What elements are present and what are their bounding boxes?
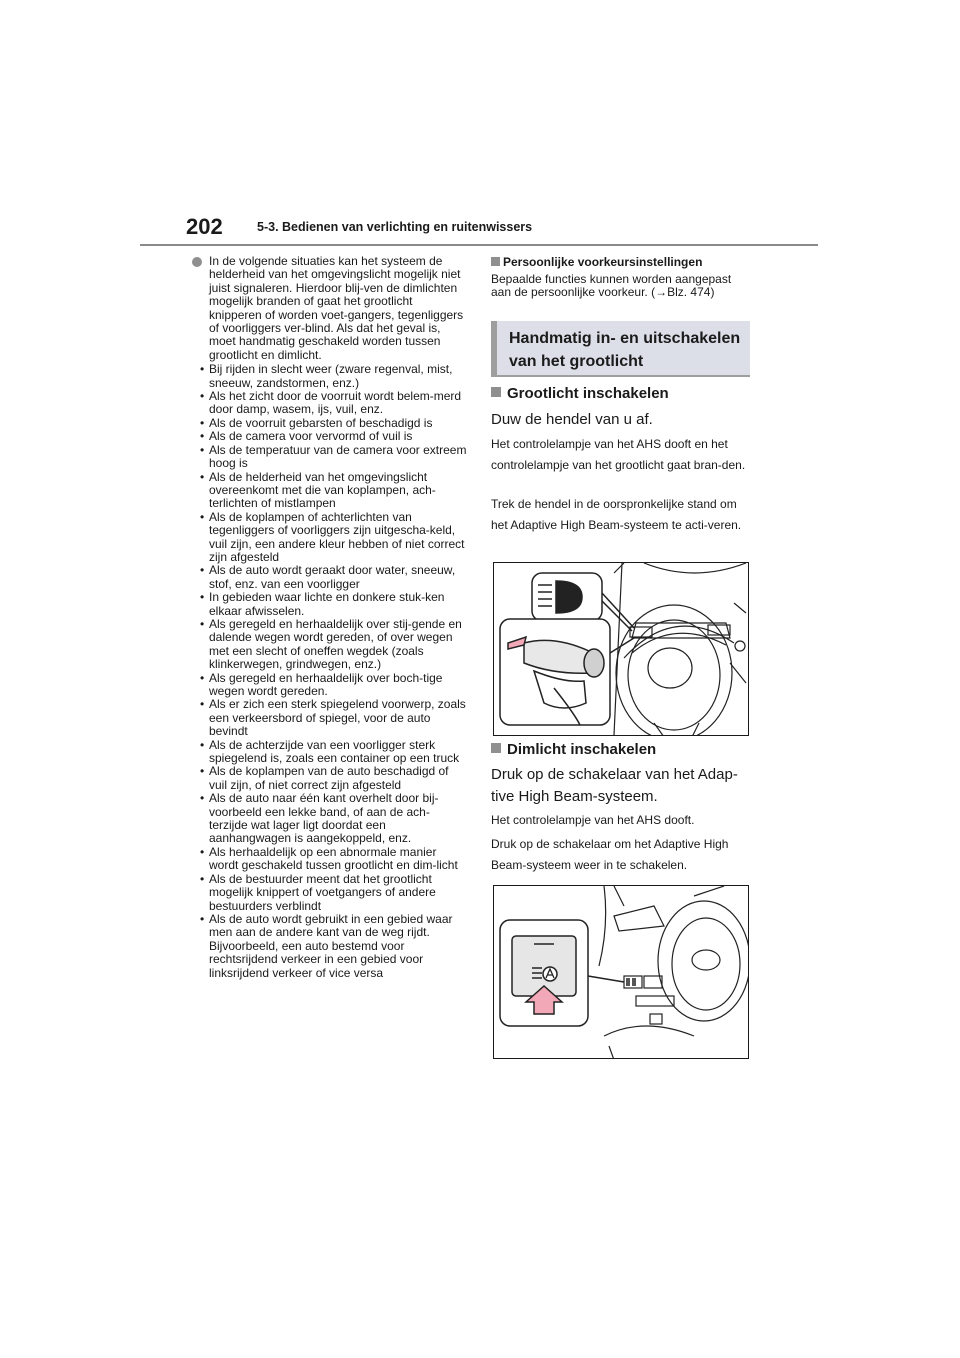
low-beam-instruction: Druk op de schakelaar van het Adap-tive High Beam-systeem. xyxy=(491,766,738,805)
bullet-dot-icon: • xyxy=(200,697,205,712)
bullet-dot-icon: • xyxy=(200,670,205,685)
bullet-dot-icon: • xyxy=(200,791,205,806)
condition-item-text: Als de auto wordt gebruikt in een gebied waar men aan de andere kant van de weg rijdt. Bijvoorbeeld, een auto bestemd voor rechtsrijdend verkeer in een gebied voor linksrijdend verkeer of vice versa xyxy=(209,911,453,980)
condition-item-text: Als de auto wordt geraakt door water, sneeuw, stof, enz. van een voorligger xyxy=(209,563,456,591)
bullet-dot-icon: • xyxy=(200,871,205,886)
square-bullet-icon xyxy=(491,743,501,753)
header-rule xyxy=(140,244,818,246)
steering-lever-drawing xyxy=(494,563,749,736)
condition-item xyxy=(192,913,468,980)
condition-item xyxy=(192,765,468,792)
left-column xyxy=(192,255,468,980)
bullet-dot-icon: • xyxy=(200,764,205,779)
bullet-dot-icon: • xyxy=(200,911,205,926)
condition-item-text: Als de camera voor vervormd of vuil is xyxy=(209,429,413,444)
condition-item-text: Als de koplampen of achterlichten van tegenliggers of voorliggers zijn uitgescha-keld, vuil zijn, een andere kleur hebben of niet correct zijn afgesteld xyxy=(209,509,465,564)
condition-item-text: Als de auto naar één kant overhelt door bij-voorbeeld een lekke band, of aan de ach-terzijde wat lager ligt doordat een aanhangwagen is aangekoppeld, enz. xyxy=(209,791,439,846)
condition-item xyxy=(192,591,468,618)
condition-item xyxy=(192,564,468,591)
low-beam-note-1: Het controlelampje van het AHS dooft. xyxy=(491,813,695,827)
condition-item-text: Als herhaaldelijk op een abnormale manier wordt geschakeld tussen grootlicht en dim-licht xyxy=(209,844,458,873)
section-title: 5-3. Bedienen van verlichting en ruitenwissers xyxy=(257,220,533,234)
bullet-dot-icon: • xyxy=(200,590,205,605)
bullet-dot-icon: • xyxy=(200,737,205,752)
lever-illustration xyxy=(493,562,749,736)
section-heading-line-1: Handmatig in- en uitschakelen xyxy=(509,330,741,347)
ahs-switch-illustration xyxy=(493,885,749,1059)
condition-item xyxy=(192,471,468,511)
condition-item-text: Bij rijden in slecht weer (zware regenval, mist, sneeuw, zandstormen, enz.) xyxy=(209,362,453,390)
intro-text: In de volgende situaties kan het systeem de helderheid van het omgevingslicht mogelijk niet juist signaleren. Hierdoor blij-ven de dimlichten mogelijk branden of gaat het grootlicht knipperen of worden voet-gangers, tegenliggers of voorliggers ver-blind. Als dat het geval is, moet handmatig geschakeld worden tussen grootlicht en dimlicht. xyxy=(209,254,464,362)
condition-item-text: In gebieden waar lichte en donkere stuk-ken elkaar afwisselen. xyxy=(209,590,445,618)
condition-item-text: Als de helderheid van het omgevingslicht overeenkomt met die van koplampen, ach-terlichten of mistlampen xyxy=(209,469,436,511)
bullet-dot-icon: • xyxy=(200,616,205,631)
dashboard-switch-drawing xyxy=(494,886,749,1059)
high-beam-note-2: Trek de hendel in de oorspronkelijke stand om het Adaptive High Beam-systeem te acti-veren. xyxy=(491,497,742,532)
condition-item-text: Als er zich een sterk spiegelend voorwerp, zoals een verkeersbord of spiegel, voor de auto bevindt xyxy=(209,697,466,739)
condition-item-text: Als geregeld en herhaaldelijk over stij-gende en dalende wegen wordt gereden, of over wegen met een slecht of oneffen wegdek (zoals klinkerwegen, grindwegen, enz.) xyxy=(209,616,462,672)
preferences-heading: Persoonlijke voorkeursinstellingen xyxy=(491,255,753,269)
condition-item-text: Als de temperatuur van de camera voor extreem hoog is xyxy=(209,442,467,471)
section-heading-line-2: van het grootlicht xyxy=(509,353,644,370)
bullet-dot-icon: • xyxy=(200,442,205,457)
section-heading-box xyxy=(491,321,750,377)
condition-list xyxy=(192,363,468,980)
condition-item xyxy=(192,417,468,430)
bullet-dot-icon: • xyxy=(200,429,205,444)
intro-paragraph xyxy=(192,255,468,362)
square-bullet-icon xyxy=(491,257,500,266)
square-bullet-icon xyxy=(491,387,501,397)
condition-item xyxy=(192,846,468,873)
condition-item-text: Als geregeld en herhaaldelijk over boch-tige wegen wordt gereden. xyxy=(209,670,443,698)
condition-item-text: Als de koplampen van de auto beschadigd of vuil zijn, of niet correct zijn afgesteld xyxy=(209,764,449,792)
condition-item xyxy=(192,444,468,471)
bullet-circle-icon xyxy=(192,257,202,267)
high-beam-heading: Grootlicht inschakelen xyxy=(491,385,669,402)
preferences-text: Bepaalde functies kunnen worden aangepast aan de persoonlijke voorkeur. (→Blz. 474) xyxy=(491,272,732,300)
condition-item-text: Als de achterzijde van een voorligger sterk spiegelend is, zoals een container op een truck xyxy=(209,737,460,766)
condition-item-text: Als het zicht door de voorruit wordt belem-merd door damp, wasem, ijs, vuil, enz. xyxy=(209,389,462,417)
condition-item-text: Als de voorruit gebarsten of beschadigd is xyxy=(209,415,433,430)
bullet-dot-icon: • xyxy=(200,469,205,484)
bullet-dot-icon: • xyxy=(200,389,205,404)
bullet-dot-icon: • xyxy=(200,509,205,524)
high-beam-instruction: Duw de hendel van u af. xyxy=(491,411,653,428)
low-beam-note-2: Druk op de schakelaar om het Adaptive High Beam-systeem weer in te schakelen. xyxy=(491,837,729,872)
lever-hand-inset xyxy=(500,619,634,725)
bullet-dot-icon: • xyxy=(200,844,205,859)
condition-item xyxy=(192,698,468,738)
bullet-dot-icon: • xyxy=(200,563,205,578)
right-column xyxy=(491,255,753,300)
bullet-dot-icon: • xyxy=(200,415,205,430)
bullet-dot-icon: • xyxy=(200,362,205,377)
condition-item-text: Als de bestuurder meent dat het grootlicht mogelijk knippert of voetgangers of andere bestuurders verblindt xyxy=(209,871,436,913)
condition-item xyxy=(192,739,468,766)
condition-item xyxy=(192,430,468,443)
condition-item xyxy=(192,618,468,672)
condition-item xyxy=(192,511,468,565)
page-number: 202 xyxy=(186,214,223,239)
high-beam-note-1: Het controlelampje van het AHS dooft en het controlelampje van het grootlicht gaat bran-den. xyxy=(491,437,746,472)
condition-item xyxy=(192,390,468,417)
condition-item xyxy=(192,363,468,390)
low-beam-heading: Dimlicht inschakelen xyxy=(491,741,656,758)
condition-item xyxy=(192,672,468,699)
condition-item xyxy=(192,792,468,846)
ahs-switch-inset xyxy=(500,920,624,1026)
condition-item xyxy=(192,873,468,913)
